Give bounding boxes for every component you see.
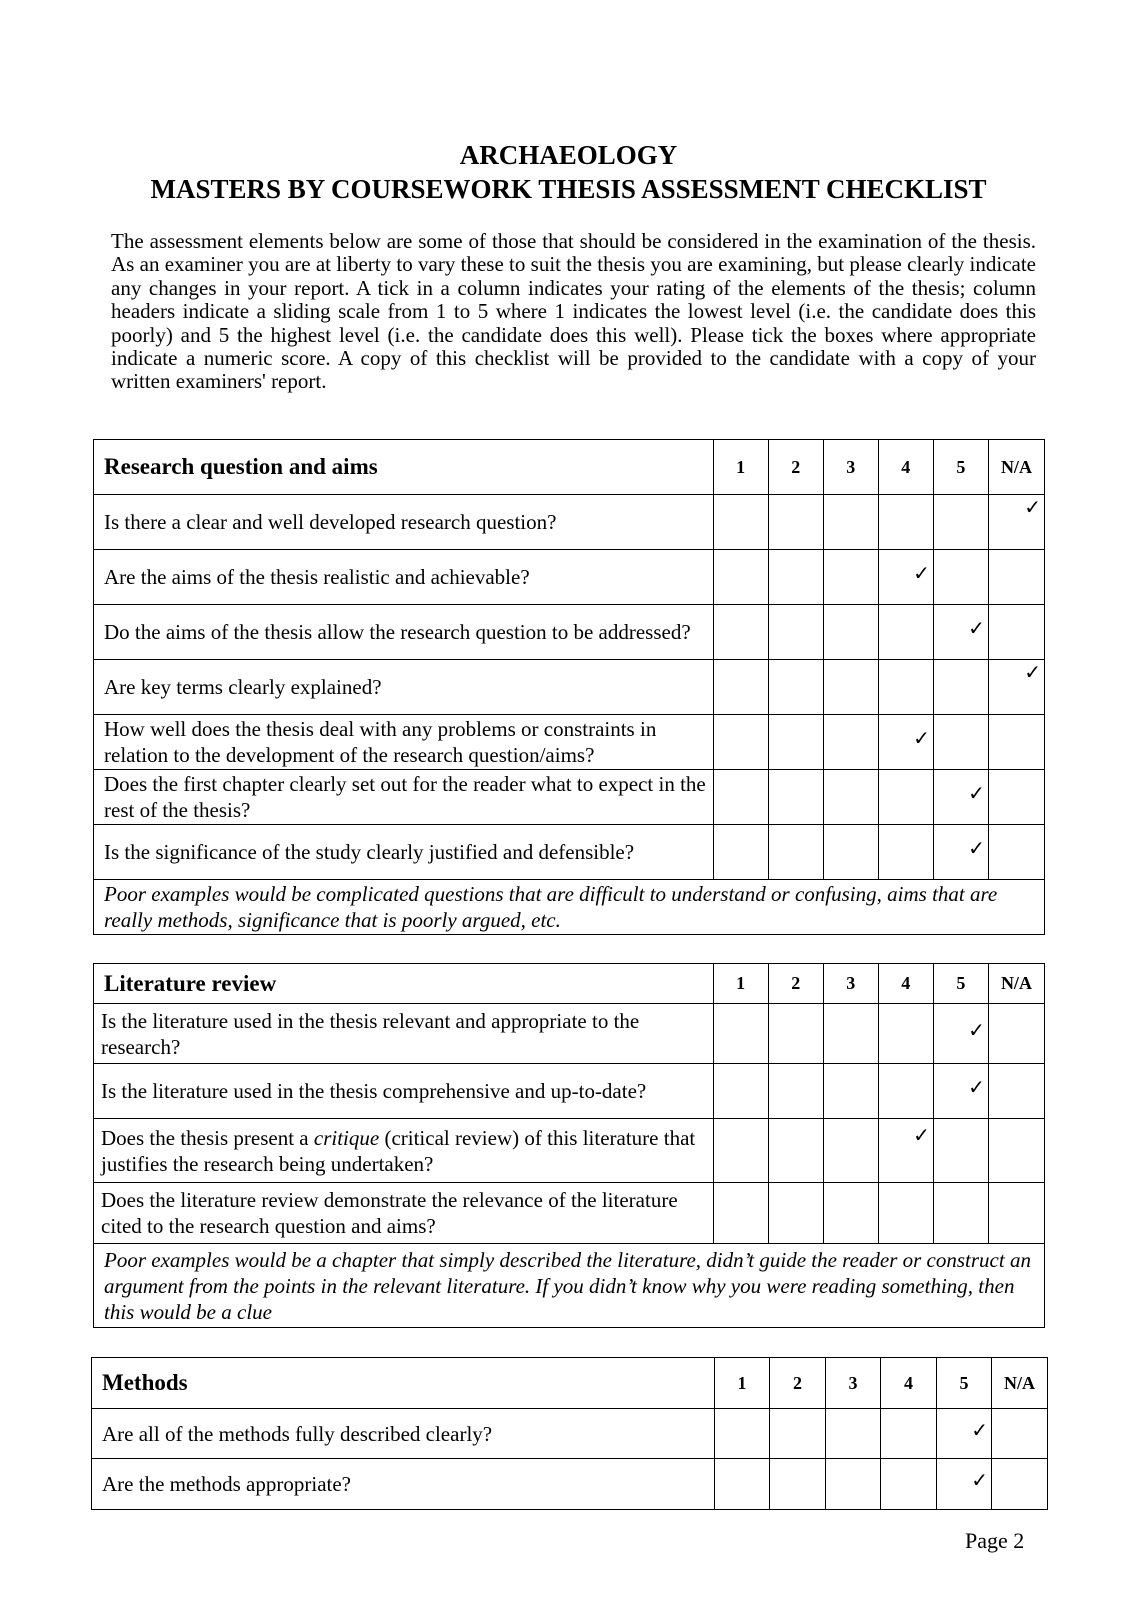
- table-header-row: [94, 440, 1045, 495]
- rating-cell-5[interactable]: [937, 1409, 992, 1459]
- check-icon: ✓: [968, 781, 985, 805]
- rating-cell-2[interactable]: [768, 825, 823, 880]
- document-title: ARCHAEOLOGY: [459, 140, 678, 170]
- question-text: Does the first chapter clearly set out for the reader what to expect in the rest of the thesis?: [94, 770, 714, 825]
- guidance-note: Poor examples would be a chapter that simply described the literature, didn’t guide the reader or construct an argument from the points in the relevant literature. If you didn’t know why you were reading something, then this would be a clue: [94, 1244, 1045, 1328]
- table-header-row: [94, 964, 1045, 1004]
- rating-cell-3[interactable]: [823, 825, 878, 880]
- rating-cell-4[interactable]: [878, 550, 933, 605]
- column-header-4: 4: [881, 1358, 937, 1409]
- section-heading: Literature review: [94, 964, 714, 1004]
- question-text: Is there a clear and well developed research question?: [94, 495, 714, 550]
- column-header-3: 3: [826, 1358, 881, 1409]
- question-text: Is the literature used in the thesis comprehensive and up-to-date?: [94, 1064, 714, 1119]
- rating-cell-1[interactable]: [713, 495, 768, 550]
- rating-cell-2[interactable]: [768, 605, 823, 660]
- rating-cell-2[interactable]: [770, 1459, 826, 1510]
- rating-cell-4[interactable]: [878, 605, 933, 660]
- rating-cell-1[interactable]: [713, 1119, 768, 1183]
- rating-cell-na[interactable]: [988, 825, 1044, 880]
- rating-cell-1[interactable]: [713, 770, 768, 825]
- rating-cell-1[interactable]: [713, 1064, 768, 1119]
- question-text: Are key terms clearly explained?: [94, 660, 714, 715]
- table-row: [94, 715, 1045, 770]
- research-table: [93, 439, 1045, 935]
- check-icon: ✓: [1024, 660, 1041, 684]
- rating-cell-4[interactable]: [878, 1004, 933, 1064]
- methods-table: [91, 1357, 1048, 1510]
- note-row: [94, 1244, 1045, 1328]
- rating-cell-2[interactable]: [770, 1409, 826, 1459]
- rating-cell-3[interactable]: [826, 1409, 881, 1459]
- question-text: Is the significance of the study clearly justified and defensible?: [94, 825, 714, 880]
- rating-cell-3[interactable]: [823, 1004, 878, 1064]
- rating-cell-na[interactable]: [988, 660, 1044, 715]
- rating-cell-2[interactable]: [768, 770, 823, 825]
- rating-cell-1[interactable]: [713, 825, 768, 880]
- rating-cell-3[interactable]: [823, 495, 878, 550]
- table-row: [94, 1119, 1045, 1183]
- rating-cell-4[interactable]: [878, 1064, 933, 1119]
- rating-cell-2[interactable]: [768, 715, 823, 770]
- guidance-note: Poor examples would be complicated questions that are difficult to understand or confusing, aims that are really methods, significance that is poorly argued, etc.: [94, 880, 1045, 935]
- table-header-row: [92, 1358, 1048, 1409]
- column-header-1: 1: [713, 440, 768, 495]
- rating-cell-5[interactable]: [933, 605, 988, 660]
- intro-paragraph: The assessment elements below are some of those that should be considered in the examination of the thesis. As an examiner you are at liberty to vary these to suit the thesis you are examining, but please clearly indicate any changes in your report. A tick in a column indicates your rating of the elements of the thesis; column headers indicate a sliding scale from 1 to 5 where 1 indicates the lowest level (i.e. the candidate does this poorly) and 5 the highest level (i.e. the candidate does this well). Please tick the boxes where appropriate indicate a numeric score. A copy of this checklist will be provided to the candidate with a copy of your written examiners' report.: [111, 229, 1036, 394]
- column-header-4: 4: [878, 964, 933, 1004]
- question-text: Does the literature review demonstrate the relevance of the literature cited to the research question and aims?: [94, 1183, 714, 1244]
- question-text: Do the aims of the thesis allow the research question to be addressed?: [94, 605, 714, 660]
- rating-cell-3[interactable]: [823, 660, 878, 715]
- check-icon: ✓: [913, 726, 930, 750]
- column-header-5: 5: [937, 1358, 992, 1409]
- rating-cell-3[interactable]: [823, 1183, 878, 1244]
- table-row: [94, 495, 1045, 550]
- rating-cell-5[interactable]: [933, 550, 988, 605]
- question-text: How well does the thesis deal with any problems or constraints in relation to the development of the research question/aims?: [94, 715, 714, 770]
- question-text: [94, 1119, 714, 1183]
- question-text: Is the literature used in the thesis relevant and appropriate to the research?: [94, 1004, 714, 1064]
- question-text: Are the methods appropriate?: [92, 1459, 715, 1510]
- table-row: [92, 1409, 1048, 1459]
- rating-cell-1[interactable]: [713, 605, 768, 660]
- column-header-4: 4: [878, 440, 933, 495]
- section-heading: Research question and aims: [94, 440, 714, 495]
- rating-cell-na[interactable]: [988, 1119, 1044, 1183]
- rating-cell-4[interactable]: [878, 495, 933, 550]
- rating-cell-2[interactable]: [768, 550, 823, 605]
- table-row: [94, 1183, 1045, 1244]
- rating-cell-4[interactable]: [881, 1459, 937, 1510]
- rating-cell-4[interactable]: [878, 1119, 933, 1183]
- question-text: Are the aims of the thesis realistic and achievable?: [94, 550, 714, 605]
- section-heading: Methods: [92, 1358, 715, 1409]
- rating-cell-1[interactable]: [713, 1183, 768, 1244]
- rating-cell-5[interactable]: [933, 770, 988, 825]
- check-icon: ✓: [968, 1017, 985, 1042]
- rating-cell-2[interactable]: [768, 1183, 823, 1244]
- column-header-3: 3: [823, 440, 878, 495]
- note-row: [94, 880, 1045, 935]
- check-icon: ✓: [971, 1417, 988, 1442]
- rating-cell-1[interactable]: [715, 1459, 770, 1510]
- column-header-na: N/A: [988, 964, 1044, 1004]
- rating-cell-3[interactable]: [823, 715, 878, 770]
- rating-cell-2[interactable]: [768, 1064, 823, 1119]
- literature-table: [93, 963, 1045, 1328]
- rating-cell-5[interactable]: [933, 1183, 988, 1244]
- table-row: [94, 1064, 1045, 1119]
- table-row: [94, 825, 1045, 880]
- column-header-2: 2: [768, 964, 823, 1004]
- rating-cell-na[interactable]: [988, 550, 1044, 605]
- column-header-1: 1: [715, 1358, 770, 1409]
- rating-cell-5[interactable]: [937, 1459, 992, 1510]
- rating-cell-na[interactable]: [992, 1409, 1048, 1459]
- rating-cell-3[interactable]: [823, 605, 878, 660]
- rating-cell-4[interactable]: [878, 825, 933, 880]
- table-row: [94, 770, 1045, 825]
- check-icon: ✓: [968, 836, 985, 860]
- column-header-5: 5: [933, 440, 988, 495]
- rating-cell-3[interactable]: [823, 1119, 878, 1183]
- rating-cell-5[interactable]: [933, 715, 988, 770]
- column-header-2: 2: [768, 440, 823, 495]
- rating-cell-na[interactable]: [988, 605, 1044, 660]
- column-header-3: 3: [823, 964, 878, 1004]
- page-number: Page 2: [965, 1528, 1025, 1553]
- rating-cell-2[interactable]: [768, 1119, 823, 1183]
- rating-cell-na[interactable]: [988, 1004, 1044, 1064]
- rating-cell-4[interactable]: [878, 1183, 933, 1244]
- rating-cell-5[interactable]: [933, 1119, 988, 1183]
- rating-cell-2[interactable]: [768, 660, 823, 715]
- rating-cell-4[interactable]: [878, 715, 933, 770]
- rating-cell-na[interactable]: [988, 1183, 1044, 1244]
- check-icon: ✓: [968, 616, 985, 640]
- rating-cell-2[interactable]: [768, 1004, 823, 1064]
- rating-cell-3[interactable]: [823, 550, 878, 605]
- rating-cell-5[interactable]: [933, 1004, 988, 1064]
- table-row: [94, 605, 1045, 660]
- rating-cell-na[interactable]: [988, 770, 1044, 825]
- rating-cell-na[interactable]: [988, 715, 1044, 770]
- column-header-5: 5: [933, 964, 988, 1004]
- rating-cell-4[interactable]: [881, 1409, 937, 1459]
- table-row: [94, 1004, 1045, 1064]
- check-icon: ✓: [968, 1075, 985, 1099]
- rating-cell-4[interactable]: [878, 770, 933, 825]
- question-text-end: (critical review) of this literature that justifies the research being undertaken?: [101, 1125, 696, 1176]
- table-row: [94, 660, 1045, 715]
- question-text-start: Does the thesis present a: [101, 1125, 314, 1150]
- rating-cell-1[interactable]: [713, 715, 768, 770]
- column-header-2: 2: [770, 1358, 826, 1409]
- check-icon: ✓: [913, 1123, 930, 1147]
- rating-cell-na[interactable]: [988, 1064, 1044, 1119]
- rating-cell-5[interactable]: [933, 660, 988, 715]
- table-row: [94, 550, 1045, 605]
- rating-cell-5[interactable]: [933, 1064, 988, 1119]
- rating-cell-5[interactable]: [933, 825, 988, 880]
- document-subtitle: MASTERS BY COURSEWORK THESIS ASSESSMENT CHECKLIST: [150, 174, 987, 204]
- rating-cell-na[interactable]: [988, 495, 1044, 550]
- rating-cell-4[interactable]: [878, 660, 933, 715]
- check-icon: ✓: [971, 1468, 988, 1492]
- rating-cell-1[interactable]: [713, 660, 768, 715]
- rating-cell-na[interactable]: [992, 1459, 1048, 1510]
- check-icon: ✓: [1024, 495, 1041, 519]
- question-emphasis: critique: [313, 1125, 380, 1150]
- rating-cell-1[interactable]: [715, 1409, 770, 1459]
- rating-cell-1[interactable]: [713, 1004, 768, 1064]
- rating-cell-3[interactable]: [823, 1064, 878, 1119]
- table-row: [92, 1459, 1048, 1510]
- rating-cell-3[interactable]: [823, 770, 878, 825]
- column-header-1: 1: [713, 964, 768, 1004]
- column-header-na: N/A: [992, 1358, 1048, 1409]
- rating-cell-2[interactable]: [768, 495, 823, 550]
- check-icon: ✓: [913, 561, 930, 585]
- rating-cell-1[interactable]: [713, 550, 768, 605]
- rating-cell-5[interactable]: [933, 495, 988, 550]
- column-header-na: N/A: [988, 440, 1044, 495]
- question-text: Are all of the methods fully described clearly?: [92, 1409, 715, 1459]
- rating-cell-3[interactable]: [826, 1459, 881, 1510]
